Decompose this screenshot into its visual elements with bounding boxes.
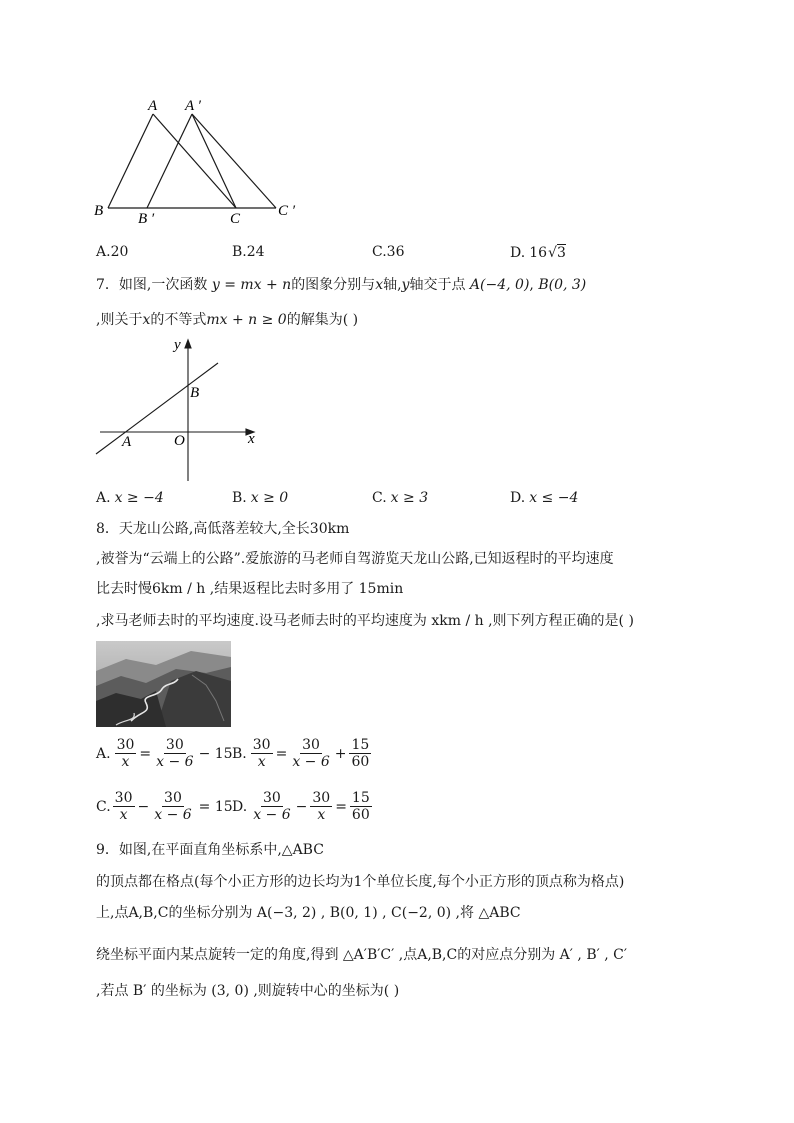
q6-option-d[interactable]: D. 16 √ 3 bbox=[510, 244, 566, 261]
q9-line5: ,若点 B′ 的坐标为 (3, 0) ,则旋转中心的坐标为( ) bbox=[96, 983, 400, 999]
mountain-road-photo bbox=[96, 641, 231, 727]
q7-option-b[interactable]: B. x ≥ 0 bbox=[232, 490, 289, 506]
graph-label-b: B bbox=[190, 385, 200, 401]
q7-option-d[interactable]: D. x ≤ −4 bbox=[510, 490, 579, 506]
q6-option-b[interactable]: B. 24 bbox=[232, 244, 265, 260]
triangle-figure bbox=[90, 92, 310, 232]
segment-a-prime-c-prime bbox=[192, 114, 276, 208]
q6-option-c[interactable]: C. 36 bbox=[372, 244, 405, 260]
segment-b-prime-a-prime bbox=[147, 114, 192, 208]
q8-line1: 8．天龙山公路,高低落差较大,全长30km bbox=[96, 521, 350, 537]
label-c-prime: C ′ bbox=[278, 203, 296, 219]
label-a-prime: A ′ bbox=[185, 98, 201, 114]
q8-option-b[interactable]: B. $\frac{30}{x}$ = $\frac{30}{x - 6}$ + $\frac{15}{60}$ bbox=[232, 737, 370, 770]
segment-ac bbox=[153, 114, 236, 208]
graph-label-o: O bbox=[174, 433, 185, 449]
sqrt-icon: √ bbox=[548, 244, 557, 261]
q7-line1: 7．如图,一次函数 y = mx + n的图象分别与x轴,y轴交于点 A(−4, 0), B(0, 3) bbox=[96, 277, 587, 293]
segment-a-prime-c bbox=[192, 114, 236, 208]
linear-function-graph bbox=[90, 335, 270, 485]
y-axis-arrow-icon bbox=[185, 340, 191, 348]
q9-line4: 绕坐标平面内某点旋转一定的角度,得到 △A′B′C′ ,点A,B,C的对应点分别为 A′ , B′ , C′ bbox=[96, 947, 628, 963]
label-b-prime: B ′ bbox=[138, 211, 155, 227]
q9-line3: 上,点A,B,C的坐标分别为 A(−3, 2) , B(0, 1) , C(−2, 0) ,将 △ABC bbox=[96, 905, 521, 921]
function-line bbox=[96, 363, 218, 454]
segment-ba bbox=[108, 114, 153, 208]
q8-option-c[interactable]: C. $\frac{30}{x}$ − $\frac{30}{x - 6}$ = 15 bbox=[96, 790, 233, 823]
q8-option-d[interactable]: D. $\frac{30}{x - 6}$ − $\frac{30}{x}$ = $\frac{15}{60}$ bbox=[232, 790, 370, 823]
q7-option-c[interactable]: C. x ≥ 3 bbox=[372, 490, 429, 506]
q9-line1: 9．如图,在平面直角坐标系中,△ABC bbox=[96, 842, 324, 858]
q7-line2: ,则关于x的不等式mx + n ≥ 0的解集为( ) bbox=[96, 312, 359, 328]
label-c: C bbox=[230, 211, 241, 227]
q8-option-a[interactable]: A. $\frac{30}{x}$ = $\frac{30}{x - 6}$ − 15 bbox=[96, 737, 233, 770]
graph-label-y: y bbox=[174, 337, 181, 353]
q9-line2: 的顶点都在格点(每个小正方形的边长均为1个单位长度,每个小正方形的顶点称为格点) bbox=[96, 874, 625, 890]
q8-line3: 比去时慢6km / h ,结果返程比去时多用了 15min bbox=[96, 581, 404, 597]
graph-label-x: x bbox=[248, 431, 255, 447]
label-a: A bbox=[148, 98, 158, 114]
q8-line4: ,求马老师去时的平均速度.设马老师去时的平均速度为 xkm / h ,则下列方程正确的是( ) bbox=[96, 613, 634, 629]
q7-option-a[interactable]: A. x ≥ −4 bbox=[96, 490, 164, 506]
radicand: 3 bbox=[556, 245, 566, 261]
q6-option-a[interactable]: A. 20 bbox=[96, 244, 129, 260]
label-b: B bbox=[94, 203, 104, 219]
q8-line2: ,被誉为“云端上的公路”.爱旅游的马老师自驾游览天龙山公路,已知返程时的平均速度 bbox=[96, 551, 614, 567]
graph-label-a: A bbox=[122, 434, 132, 450]
